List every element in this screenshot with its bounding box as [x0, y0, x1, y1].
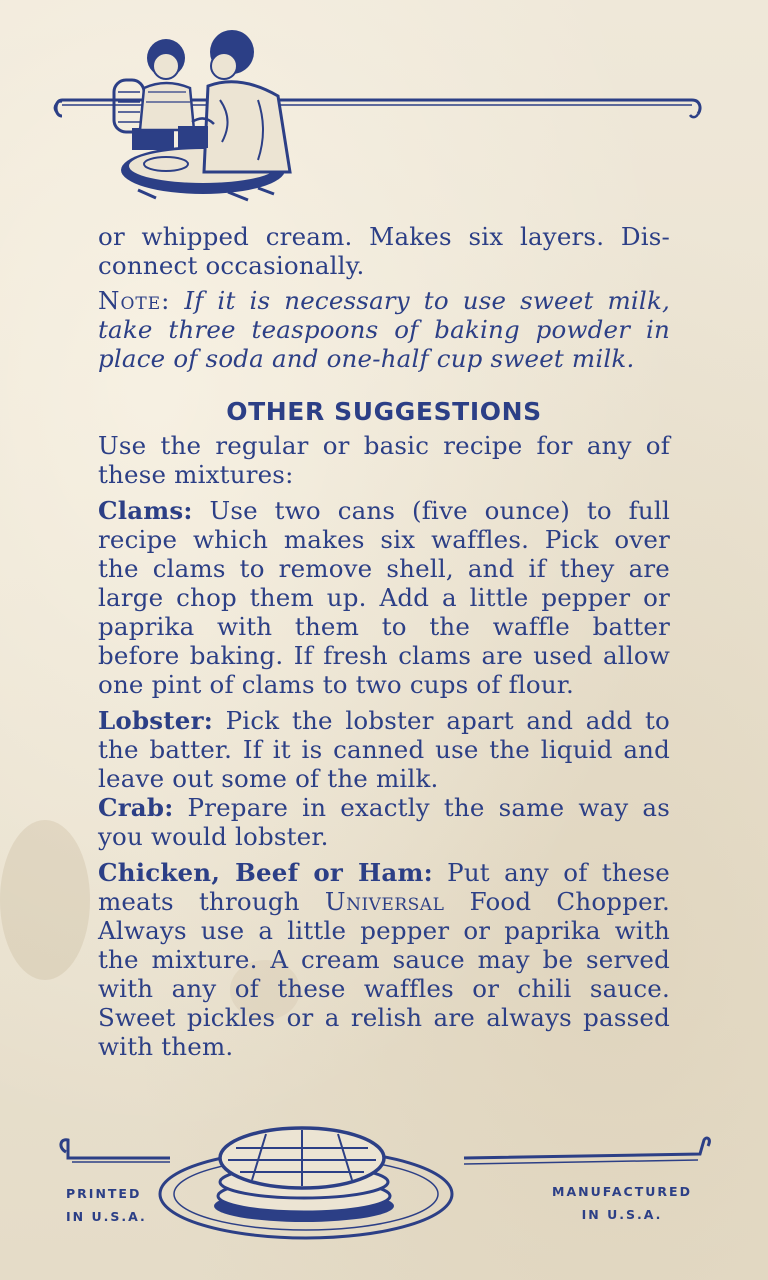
suggestion-lobster — [98, 706, 670, 793]
suggestion-term: Chicken, Beef or Ham: — [98, 858, 433, 887]
note-paragraph — [98, 286, 670, 373]
imprint-left-line1: PRINTED — [66, 1186, 142, 1201]
imprint-left-line2: IN U.S.A. — [66, 1209, 147, 1224]
brand-name: Universal — [324, 887, 445, 916]
suggestion-term: Clams: — [98, 496, 193, 525]
printed-in-usa-imprint — [66, 1182, 147, 1228]
suggestion-term: Crab: — [98, 793, 174, 822]
suggestion-text-after: Food Chopper. Always use a little pepper or paprika with the mixture. A cream sauce may be served with any of these waffles or chili sauce. Sweet pickles or a relish are always passed with them. — [98, 887, 670, 1061]
imprint-right-line1: MANUFACTURED — [552, 1184, 692, 1199]
suggestion-chicken-beef-ham — [98, 858, 670, 1061]
suggestion-crab — [98, 793, 670, 851]
intro-paragraph: or whipped cream. Makes six layers. Dis-connect occasionally. — [98, 222, 670, 280]
note-text: If it is necessary to use sweet milk, take three teaspoons of baking powder in place of soda and one-half cup sweet milk. — [98, 286, 670, 373]
suggestion-term: Lobster: — [98, 706, 213, 735]
suggestion-clams — [98, 496, 670, 699]
section-heading: OTHER SUGGESTIONS — [226, 397, 542, 426]
paper-stain — [0, 820, 90, 980]
suggestion-text: Use two cans (five ounce) to full recipe which makes six waffles. Pick over the clams to remove shell, and if they are large chop them up. Add a little pepper or paprika with them to the waffle batter before baking. If fresh clams are used allow one pint of clams to two cups of flour. — [98, 496, 670, 699]
suggestion-text: Pick the lobster apart and add to the batter. If it is canned use the liquid and leave out some of the milk. — [98, 706, 670, 793]
recipe-text — [98, 222, 670, 1068]
lead-in-paragraph: Use the regular or basic recipe for any of these mixtures: — [98, 431, 670, 489]
manufactured-in-usa-imprint — [548, 1180, 696, 1226]
suggestion-text: Prepare in exactly the same way as you would lobster. — [98, 793, 670, 851]
note-label: Note: — [98, 286, 171, 315]
women-with-waffle-iron-illustration — [108, 30, 298, 205]
suggestion-text-before: Put any of these meats through — [98, 858, 670, 916]
imprint-right-line2: IN U.S.A. — [581, 1207, 663, 1222]
